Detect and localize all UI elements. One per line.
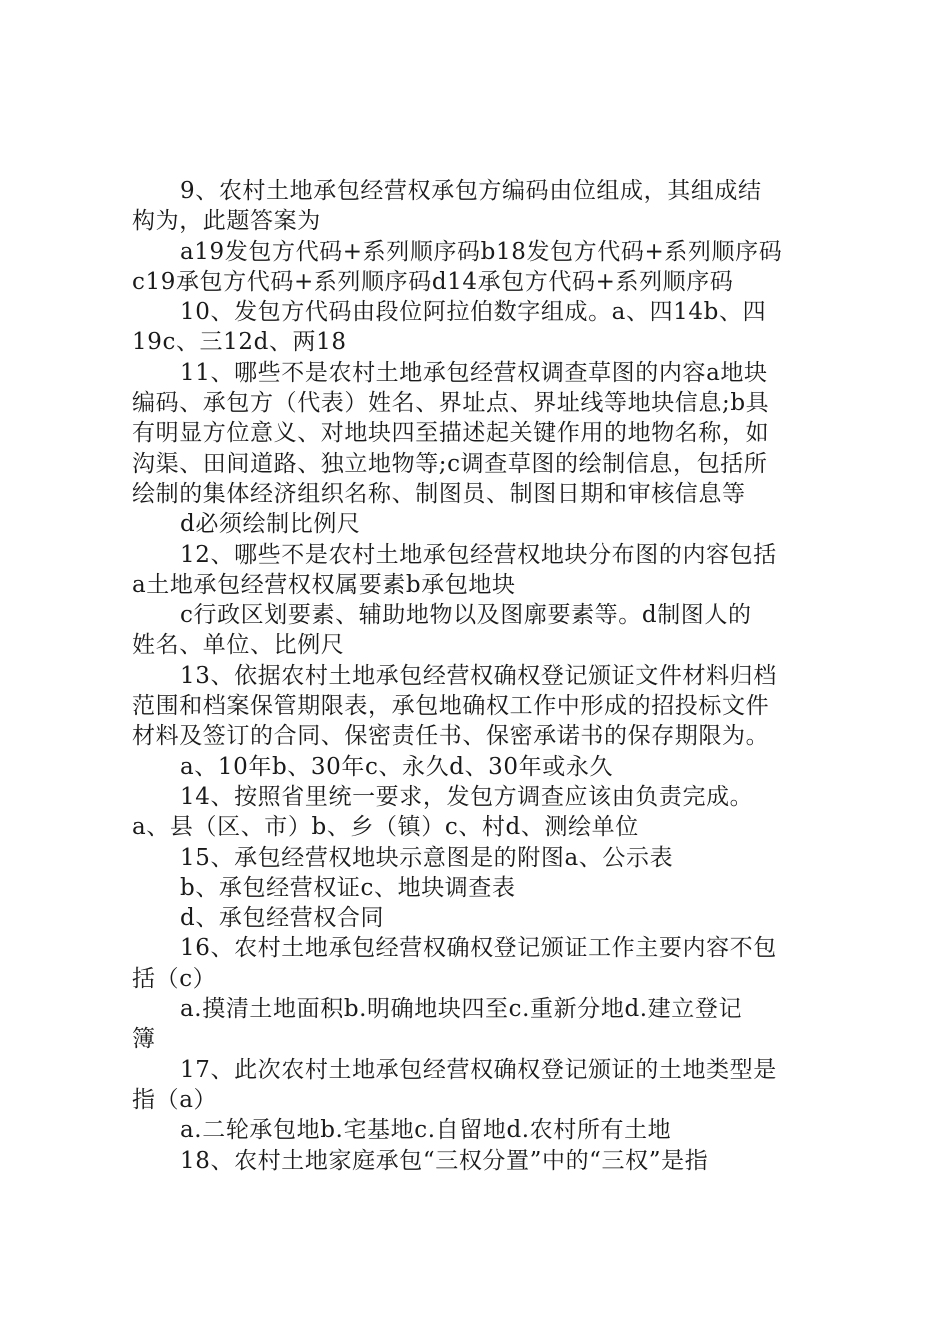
- text-line: 材料及签订的合同、保密责任书、保密承诺书的保存期限为。: [132, 723, 770, 750]
- text-line: 绘制的集体经济组织名称、制图员、制图日期和审核信息等: [132, 480, 746, 507]
- text-line: 沟渠、田间道路、独立地物等;c调查草图的绘制信息，包括所: [132, 450, 768, 477]
- text-line: d、承包经营权合同: [180, 905, 385, 932]
- text-line: 编码、承包方（代表）姓名、界址点、界址线等地块信息;b具: [132, 390, 770, 417]
- text-line: 指（a）: [132, 1086, 218, 1113]
- text-line: b、承包经营权证c、地块调查表: [180, 874, 516, 901]
- text-line: a19发包方代码+系列顺序码b18发包方代码+系列顺序码: [180, 238, 783, 265]
- text-line: 18、农村土地家庭承包“三权分置”中的“三权”是指: [180, 1147, 709, 1174]
- text-line: 范围和档案保管期限表，承包地确权工作中形成的招投标文件: [132, 693, 770, 720]
- text-line: 括（c）: [132, 965, 217, 992]
- text-line: 15、承包经营权地块示意图是的附图a、公示表: [180, 844, 674, 871]
- text-line: 19c、三12d、两18: [132, 329, 347, 356]
- text-line: 17、此次农村土地承包经营权确权登记颁证的土地类型是: [180, 1056, 777, 1083]
- text-line: 16、农村土地承包经营权确权登记颁证工作主要内容不包: [180, 935, 777, 962]
- text-line: a.摸清土地面积b.明确地块四至c.重新分地d.建立登记: [180, 996, 743, 1023]
- text-line: 有明显方位意义、对地块四至描述起关键作用的地物名称，如: [132, 420, 770, 447]
- text-line: 11、哪些不是农村土地承包经营权调查草图的内容a地块: [180, 359, 768, 386]
- text-line: 簿: [132, 1026, 156, 1053]
- text-line: a.二轮承包地b.宅基地c.自留地d.农村所有土地: [180, 1117, 672, 1144]
- text-line: 12、哪些不是农村土地承包经营权地块分布图的内容包括: [180, 541, 777, 568]
- text-line: 10、发包方代码由段位阿拉伯数字组成。a、四14b、四: [180, 299, 767, 326]
- text-line: c19承包方代码+系列顺序码d14承包方代码+系列顺序码: [132, 268, 734, 295]
- text-line: a、县（区、市）b、乡（镇）c、村d、测绘单位: [132, 814, 639, 841]
- text-line: 14、按照省里统一要求，发包方调查应该由负责完成。: [180, 783, 754, 810]
- text-line: a、10年b、30年c、永久d、30年或永久: [180, 753, 614, 780]
- text-line: c行政区划要素、辅助地物以及图廓要素等。d制图人的: [180, 602, 752, 629]
- text-line: a土地承包经营权权属要素b承包地块: [132, 571, 516, 598]
- text-line: 9、农村土地承包经营权承包方编码由位组成，其组成结: [180, 178, 762, 204]
- text-line: 构为，此题答案为: [132, 208, 321, 235]
- text-line: 姓名、单位、比例尺: [132, 632, 345, 659]
- text-line: d必须绘制比例尺: [180, 511, 361, 538]
- document-body: [132, 176, 832, 1176]
- text-line: 13、依据农村土地承包经营权确权登记颁证文件材料归档: [180, 662, 777, 689]
